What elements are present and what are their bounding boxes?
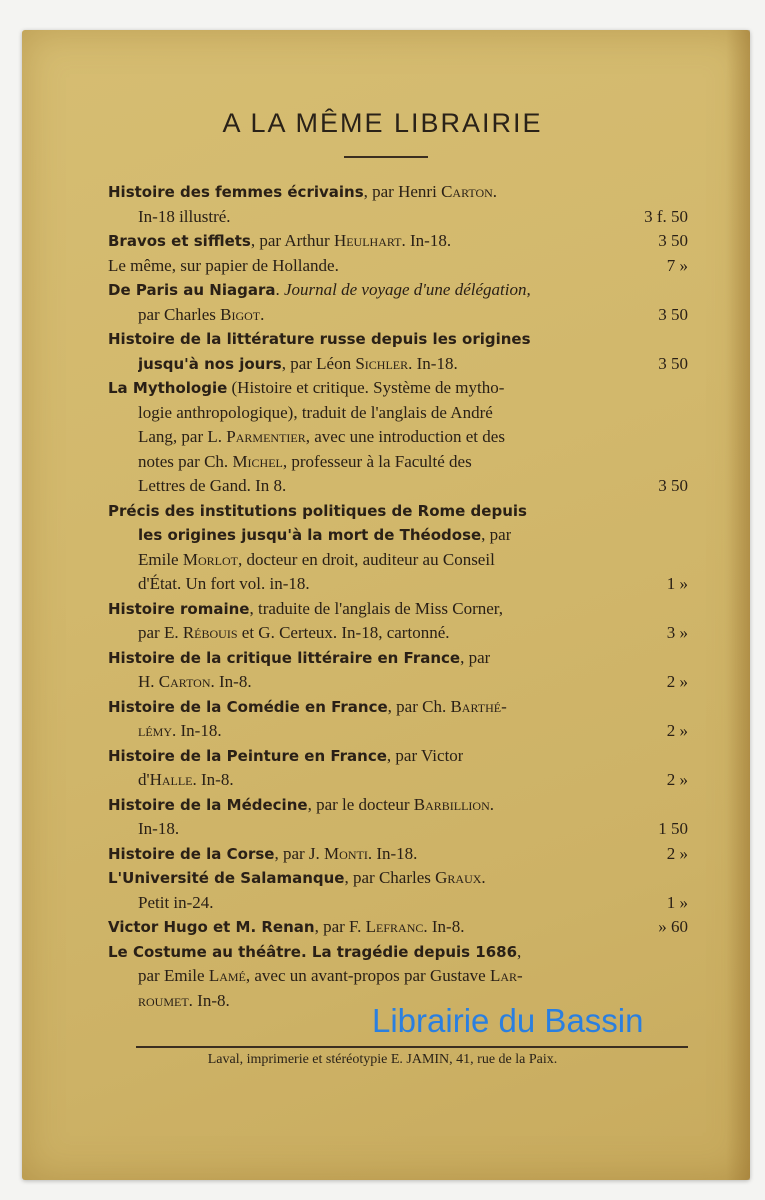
entry-continuation-line xyxy=(108,548,688,573)
page-heading: A LA MÊME LIBRAIRIE xyxy=(222,108,543,138)
entry-text xyxy=(108,327,531,352)
author-name: Carton xyxy=(158,672,211,691)
entry-detail: , par Victor xyxy=(386,745,464,765)
entry-title: L'Université de Salamanque xyxy=(108,869,345,887)
entry-title: Histoire de la Corse xyxy=(108,844,275,863)
catalogue-entry xyxy=(108,597,688,646)
entry-text xyxy=(138,891,214,916)
entry-text xyxy=(108,229,451,254)
entry-detail: . xyxy=(481,868,486,887)
entry-detail: . xyxy=(260,304,265,324)
entry-detail: , par F. xyxy=(314,917,366,936)
author-name: Sichler xyxy=(355,353,409,373)
entry-price: 3 50 xyxy=(658,476,688,495)
entry-detail: . xyxy=(275,280,284,299)
entry-continuation-line xyxy=(108,352,688,377)
entry-continuation-line xyxy=(108,205,688,230)
entry-title: La Mythologie xyxy=(108,379,228,397)
entry-continuation-line xyxy=(108,817,688,842)
entry-continuation-line xyxy=(108,768,688,793)
entry-text xyxy=(108,278,531,303)
entry-text xyxy=(138,719,222,744)
entry-title: Histoire de la Médecine xyxy=(108,795,308,814)
entry-detail: , par Ch. xyxy=(387,696,451,716)
entry-title: Victor Hugo et M. Renan xyxy=(108,918,315,936)
entry-price: 3 50 xyxy=(658,353,688,373)
entry-text xyxy=(138,670,252,695)
entry-continuation-line xyxy=(108,572,688,597)
entry-title-line xyxy=(108,744,688,769)
entry-text xyxy=(138,474,286,499)
entry-text xyxy=(138,450,472,475)
entry-title-line xyxy=(108,499,688,524)
entry-detail: . xyxy=(492,182,498,201)
entry-detail: , par Henri xyxy=(363,182,442,201)
entry-text xyxy=(138,621,449,646)
entry-title-line xyxy=(108,646,688,671)
entry-detail: notes par Ch. xyxy=(138,451,233,471)
catalogue-entry xyxy=(108,229,688,254)
entry-text xyxy=(138,548,495,573)
entry-text xyxy=(138,768,234,793)
entry-detail: . In-18. xyxy=(367,843,418,863)
author-name: Barbillion xyxy=(413,794,490,814)
entry-title-line xyxy=(108,327,688,352)
entry-text xyxy=(138,989,230,1014)
entry-text xyxy=(108,744,463,769)
catalogue-entry xyxy=(108,744,688,793)
entry-price: 3 50 xyxy=(658,304,688,324)
entry-price: 2 » xyxy=(666,770,688,789)
entry-title-line xyxy=(108,597,688,622)
author-name: Monti xyxy=(324,843,368,863)
entry-detail: , par Arthur xyxy=(250,231,334,250)
entry-text xyxy=(108,646,490,671)
entry-detail: , avec un avant-propos par Gustave xyxy=(245,966,490,985)
author-name: Morlot xyxy=(182,549,238,569)
entry-title-line xyxy=(108,229,688,254)
entry-continuation-line xyxy=(108,303,688,328)
entry-price: 3 50 xyxy=(658,231,688,250)
entry-text xyxy=(108,915,464,940)
entry-text xyxy=(108,254,339,279)
entry-title-line xyxy=(108,940,688,965)
entry-continuation-line xyxy=(108,621,688,646)
entry-title-line xyxy=(108,695,688,720)
catalogue-entry xyxy=(108,327,688,376)
catalogue-entry xyxy=(108,695,688,744)
entry-continuation-line xyxy=(108,523,688,548)
entry-detail: . xyxy=(489,794,495,814)
catalogue-entry xyxy=(108,866,688,915)
entry-detail: , professeur à la Faculté des xyxy=(282,451,472,471)
author-name: lémy xyxy=(138,721,172,740)
entry-text xyxy=(138,523,511,548)
author-name: Bigot xyxy=(220,304,261,324)
entry-text xyxy=(138,572,310,597)
entry-detail: par Charles xyxy=(138,304,221,324)
entry-detail: . In-8. xyxy=(423,917,465,936)
entry-title: jusqu'à nos jours xyxy=(138,354,282,373)
entry-title: Histoire de la littérature russe depuis les origines xyxy=(108,330,531,348)
entry-detail: , par Charles xyxy=(344,868,436,887)
entry-title-line xyxy=(108,793,688,818)
footer-rule xyxy=(136,1046,688,1048)
entry-detail: . In-18. xyxy=(408,353,458,373)
entry-price: 7 » xyxy=(666,255,688,275)
catalogue-entry xyxy=(108,842,688,867)
author-name: Barthé- xyxy=(450,696,507,716)
entry-title: Précis des institutions politiques de Rome depuis xyxy=(108,501,527,520)
author-name: Lar- xyxy=(489,966,523,985)
author-name: Michel xyxy=(232,451,283,471)
entry-detail: , xyxy=(517,941,522,961)
entry-detail: Le même, sur papier de Hollande. xyxy=(108,255,339,275)
entry-detail: , avec une introduction et des xyxy=(305,427,505,446)
entry-detail: . In-8. xyxy=(210,672,252,691)
entry-title: Histoire des femmes écrivains xyxy=(108,183,364,201)
entry-detail: In-18 illustré. xyxy=(138,206,231,226)
entry-text xyxy=(138,352,458,377)
entry-title: Bravos et sifflets xyxy=(108,232,251,250)
entry-text xyxy=(138,205,231,230)
entry-title-line xyxy=(108,278,688,303)
watermark: Librairie du Bassin xyxy=(372,1002,644,1039)
entry-title: Histoire romaine xyxy=(108,599,250,618)
entry-detail: , par J. xyxy=(274,843,325,863)
entry-detail: Emile xyxy=(138,549,183,569)
entry-detail: Lang, par L. xyxy=(138,427,227,446)
entry-text xyxy=(108,180,497,205)
entry-price: 3 f. 50 xyxy=(644,206,688,226)
entry-detail: , par xyxy=(481,525,512,544)
entry-continuation-line xyxy=(108,450,688,475)
entry-price: 2 » xyxy=(666,843,688,863)
catalogue-entry xyxy=(108,278,688,327)
entry-price: » 60 xyxy=(658,917,688,936)
printer-imprint: Laval, imprimerie et stéréotypie E. JAMIN, 41, rue de la Paix. xyxy=(207,1052,558,1067)
entry-continuation-line xyxy=(108,719,688,744)
entry-title: les origines jusqu'à la mort de Théodose xyxy=(138,526,482,544)
entry-continuation-line xyxy=(108,474,688,499)
entry-detail: d' xyxy=(138,770,150,789)
entry-price: 2 » xyxy=(666,672,688,691)
catalogue-entry xyxy=(108,793,688,842)
entry-text xyxy=(108,597,503,622)
entry-detail: , par xyxy=(460,647,491,667)
entry-continuation-line xyxy=(108,891,688,916)
entry-detail: Journal de voyage d'une délégation, xyxy=(283,280,531,299)
entry-text xyxy=(138,817,179,842)
entry-detail: , par le docteur xyxy=(307,794,414,814)
entry-detail: . In-18. xyxy=(172,721,222,740)
entry-detail: d'État. Un fort vol. in-18. xyxy=(138,574,310,593)
entry-title: De Paris au Niagara xyxy=(108,281,276,299)
author-name: Rébouis xyxy=(182,623,238,642)
entry-title-line xyxy=(108,915,688,940)
entry-continuation-line xyxy=(108,670,688,695)
entry-text xyxy=(108,376,504,401)
author-name: Lamé xyxy=(208,966,246,985)
author-name: Graux xyxy=(435,868,482,887)
entry-detail: (Histoire et critique. Système de mytho- xyxy=(227,378,505,397)
entry-text xyxy=(138,401,493,426)
entry-detail: Petit in-24. xyxy=(138,892,214,912)
entry-title-line xyxy=(108,180,688,205)
entry-title: Le Costume au théâtre. La tragédie depuis 1686 xyxy=(108,942,518,961)
catalogue-entry xyxy=(108,915,688,940)
entry-title-line xyxy=(108,866,688,891)
entry-title-line xyxy=(108,842,688,867)
entry-title-line xyxy=(108,376,688,401)
heading-rule xyxy=(344,156,428,158)
entry-detail: H. xyxy=(138,672,159,691)
entry-detail: . In-8. xyxy=(188,990,230,1010)
catalogue-entry xyxy=(108,376,688,499)
catalogue-entry xyxy=(108,646,688,695)
entry-price: 2 » xyxy=(666,721,688,740)
entry-detail: . In-18. xyxy=(401,231,452,250)
entry-price: 3 » xyxy=(666,623,688,642)
entry-title: Histoire de la critique littéraire en France xyxy=(108,648,461,667)
entry-continuation-line xyxy=(108,425,688,450)
catalogue-entry xyxy=(108,254,688,279)
entry-detail: par E. xyxy=(138,623,183,642)
author-name: Lefranc xyxy=(365,917,424,936)
entry-detail: Lettres de Gand. In 8. xyxy=(138,476,287,495)
entry-detail: logie anthropologique), traduit de l'anglais de André xyxy=(138,402,493,422)
entry-price: 1 » xyxy=(666,892,688,912)
entry-title: Histoire de la Comédie en France xyxy=(108,697,388,716)
entry-detail: , traduite de l'anglais de Miss Corner, xyxy=(249,598,504,618)
entry-text xyxy=(138,303,264,328)
entry-continuation-line xyxy=(108,401,688,426)
entry-text xyxy=(108,793,494,818)
catalogue-entry xyxy=(108,180,688,229)
entry-text xyxy=(108,499,527,524)
entry-detail: , docteur en droit, auditeur au Conseil xyxy=(237,549,495,569)
entry-detail: , par Léon xyxy=(281,353,356,373)
entry-text xyxy=(138,425,505,450)
author-name: Carton xyxy=(441,182,493,201)
entry-detail: . In-8. xyxy=(192,770,234,789)
author-name: Parmentier xyxy=(226,427,306,446)
entry-price: 1 50 xyxy=(658,819,688,838)
entry-title: Histoire de la Peinture en France xyxy=(108,746,387,765)
entry-continuation-line xyxy=(108,964,688,989)
author-name: roumet xyxy=(138,990,189,1010)
entry-detail: et G. Certeux. In-18, cartonné. xyxy=(237,623,450,642)
author-name: Halle xyxy=(149,770,193,789)
entry-detail: In-18. xyxy=(138,819,180,838)
entry-detail: par Emile xyxy=(138,966,209,985)
entry-text xyxy=(108,695,507,720)
entry-price: 1 » xyxy=(666,574,688,593)
entry-text xyxy=(108,940,521,965)
entry-title-line xyxy=(108,254,688,279)
entry-text xyxy=(138,964,523,989)
author-name: Heulhart xyxy=(333,231,402,250)
catalogue-list xyxy=(108,180,688,1013)
entry-text xyxy=(108,842,417,867)
catalogue-entry xyxy=(108,499,688,597)
entry-text xyxy=(108,866,486,891)
